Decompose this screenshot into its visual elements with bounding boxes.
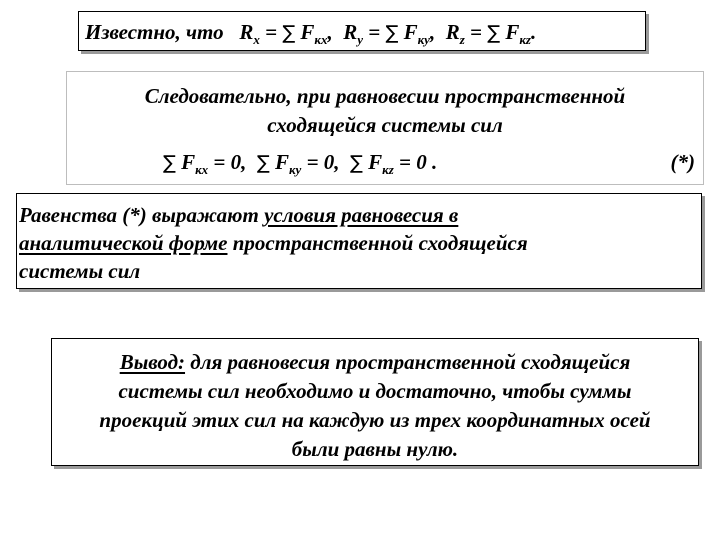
- equals-zero: = 0,: [306, 150, 340, 174]
- equation-marker: (*): [670, 150, 695, 174]
- sum-symbol: ∑: [385, 22, 399, 44]
- fkz-subscript: кz: [382, 162, 394, 177]
- rz-symbol: R: [445, 20, 460, 44]
- fky-subscript: кy: [417, 32, 430, 47]
- fkx-subscript: кx: [195, 162, 209, 177]
- conclusion-line-2: системы сил необходимо и достаточно, чтобы суммы: [118, 379, 632, 403]
- sum-symbol: ∑: [282, 22, 296, 44]
- rz-subscript: z: [459, 32, 465, 47]
- equilibrium-line-1: Следовательно, при равновесии пространственной: [144, 84, 626, 108]
- equilibrium-equations: [163, 150, 437, 178]
- resultant-formula-box: [78, 11, 646, 51]
- sum-symbol: ∑: [487, 22, 501, 44]
- equilibrium-line-2: сходящейся системы сил: [267, 113, 503, 137]
- force-symbol: F: [505, 20, 520, 44]
- conclusion-label: Вывод:: [119, 350, 186, 374]
- fkx-subscript: кx: [314, 32, 328, 47]
- sum-symbol: ∑: [350, 152, 363, 174]
- force-symbol: F: [368, 150, 383, 174]
- fkz-subscript: кz: [519, 32, 531, 47]
- force-symbol: F: [274, 150, 289, 174]
- force-symbol: F: [181, 150, 196, 174]
- conclusion-box: [51, 338, 699, 466]
- equals-zero-end: = 0 .: [399, 150, 438, 174]
- statement-line-3: системы сил: [19, 259, 141, 283]
- equals-sign: =: [368, 20, 381, 44]
- ry-symbol: R: [343, 20, 358, 44]
- period: .: [530, 20, 537, 44]
- conclusion-line-4: были равны нулю.: [291, 437, 459, 461]
- rx-symbol: R: [239, 20, 254, 44]
- comma: ,: [429, 20, 436, 44]
- equals-sign: =: [470, 20, 482, 44]
- statement-underlined-2: аналитической форме: [19, 231, 228, 255]
- comma: ,: [327, 20, 333, 44]
- statement-underlined-1: условия равновесия в: [264, 203, 459, 227]
- force-symbol: F: [403, 20, 418, 44]
- ry-subscript: y: [357, 32, 364, 47]
- fky-subscript: кy: [288, 162, 302, 177]
- statement-box: [16, 193, 702, 289]
- statement-part-1: Равенства (*) выражают: [19, 203, 259, 227]
- conclusion-text-1: для равновесия пространственной сходящейся: [190, 350, 631, 374]
- equals-sign: =: [265, 20, 278, 44]
- statement-line-1: [19, 201, 701, 229]
- statement-part-4: пространственной сходящейся: [232, 231, 528, 255]
- conclusion-line-3: проекций этих сил на каждую из трех координатных осей: [99, 408, 651, 432]
- sum-symbol: ∑: [256, 152, 270, 174]
- sum-symbol: ∑: [163, 152, 176, 174]
- conclusion-line-1: [52, 348, 698, 377]
- force-symbol: F: [300, 20, 315, 44]
- statement-line-2: [19, 229, 701, 257]
- intro-text: Известно, что: [85, 20, 224, 44]
- equilibrium-equations-box: [66, 71, 704, 185]
- rx-subscript: x: [253, 32, 260, 47]
- equals-zero: = 0,: [213, 150, 247, 174]
